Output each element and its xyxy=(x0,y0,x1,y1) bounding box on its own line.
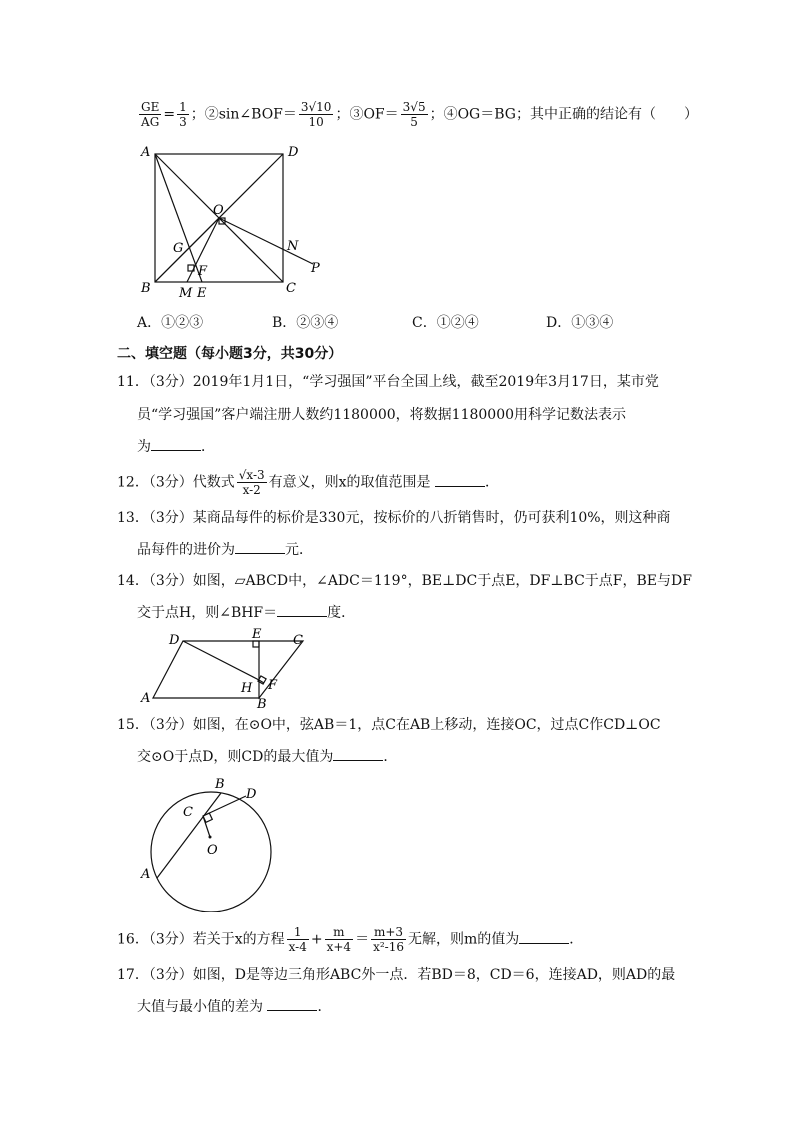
q15-line2: 交⊙O于点D，则CD的最大值为 ． xyxy=(137,749,398,765)
choice-b[interactable]: B．②③④ xyxy=(272,315,339,331)
label-P: P xyxy=(311,261,320,276)
label-D: D xyxy=(246,787,257,802)
q15-line1: 15．（3分）如图，在⊙O中，弦AB＝1，点C在AB上移动，连接OC，过点C作CD⊥OC xyxy=(117,717,661,733)
choice-d[interactable]: D．①③④ xyxy=(546,315,614,331)
label-H: H xyxy=(241,681,253,696)
q12-line: 12．（3分）代数式 $\frac{√x-3}{x-2}$ 有意义，则x的取值范围是 ． xyxy=(117,468,499,497)
parallelogram-figure xyxy=(135,628,315,708)
square-figure xyxy=(135,140,335,305)
label-A: A xyxy=(141,867,151,882)
label-O: O xyxy=(213,203,224,218)
choice-c[interactable]: C．①②④ xyxy=(412,315,479,331)
section-title: 二、填空题（每小题3分，共30分） xyxy=(117,346,343,362)
fraction-1: $\frac{1}{x-4}$ xyxy=(288,925,307,954)
label-N: N xyxy=(287,239,299,254)
choice-a[interactable]: A．①②③ xyxy=(137,315,204,331)
q13-line2: 品每件的进价为 元． xyxy=(137,542,313,558)
fraction-2: $\frac{m}{x+4}$ xyxy=(326,925,352,954)
q13-line1: 13．（3分）某商品每件的标价是330元，按标价的八折销售时，仍可获利10%，则这种商 xyxy=(117,510,671,526)
q14-line1: 14．（3分）如图，▱ABCD中，∠ADC＝119°，BE⊥DC于点E，DF⊥BC于点F，BE与DF xyxy=(117,573,692,589)
circle-figure xyxy=(135,772,285,912)
label-D: D xyxy=(169,633,180,648)
q12-answer-blank[interactable] xyxy=(435,474,485,487)
label-E: E xyxy=(252,628,262,642)
q17-answer-blank[interactable] xyxy=(267,998,317,1011)
label-A: A xyxy=(141,145,151,160)
label-F: F xyxy=(268,678,278,693)
q15-answer-blank[interactable] xyxy=(333,748,383,761)
q11-answer-blank[interactable] xyxy=(151,438,201,451)
q11-line3: 为 ． xyxy=(137,439,215,455)
q14-line2: 交于点H，则∠BHF＝ 度． xyxy=(137,605,356,621)
label-B: B xyxy=(257,697,267,708)
fraction-of-value: $\frac{3√5}{5}$ xyxy=(402,100,426,129)
label-F: F xyxy=(198,264,208,279)
label-C: C xyxy=(293,633,303,648)
fraction-sin-value: $\frac{3√10}{10}$ xyxy=(300,100,332,129)
q17-line1: 17．（3分）如图，D是等边三角形ABC外一点．若BD＝8，CD＝6，连接AD，则AD的最 xyxy=(117,967,676,983)
label-O: O xyxy=(207,843,218,858)
label-D: D xyxy=(288,145,299,160)
label-B: B xyxy=(141,281,151,296)
fraction-ge-ag: $\frac{GE}{AG}$ xyxy=(141,100,160,129)
q11-line2: 员“学习强国”客户端注册人数约1180000，将数据1180000用科学记数法表示 xyxy=(137,407,627,423)
label-E: E xyxy=(197,286,207,301)
fraction-one-third: $\frac{1}{3}$ xyxy=(179,100,187,129)
label-C: C xyxy=(286,281,296,296)
q10-statements: $\frac{GE}{AG}$ = $\frac{1}{3}$ ；②sin∠BOF＝ $\frac{3√10}{10}$ ；③OF＝ $\frac{3√5}{5}$ ；④OG＝BG；其中正确的结论有（ ） xyxy=(141,100,698,129)
q13-answer-blank[interactable] xyxy=(235,541,285,554)
q17-line2: 大值与最小值的差为 ． xyxy=(137,999,332,1015)
label-M: M xyxy=(179,286,193,301)
fraction-3: $\frac{m+3}{\text{x²-16}}$ xyxy=(373,925,404,954)
label-B: B xyxy=(215,777,225,792)
q11-line1: 11．（3分）2019年1月1日，“学习强国”平台全国上线，截至2019年3月17日，某市党 xyxy=(117,374,659,390)
q16-line: 16．（3分）若关于x的方程 $\frac{1}{x-4}$ + $\frac{m}{x+4}$ ＝ $\frac{m+3}{\text{x²-16}}$ 无解，则m的值为 ． xyxy=(117,925,584,954)
label-A: A xyxy=(141,691,151,706)
label-C: C xyxy=(183,805,193,820)
fraction-sqrt-expr: $\frac{√x-3}{x-2}$ xyxy=(238,468,265,497)
q14-answer-blank[interactable] xyxy=(277,604,327,617)
label-G: G xyxy=(173,241,184,256)
q16-answer-blank[interactable] xyxy=(519,931,569,944)
